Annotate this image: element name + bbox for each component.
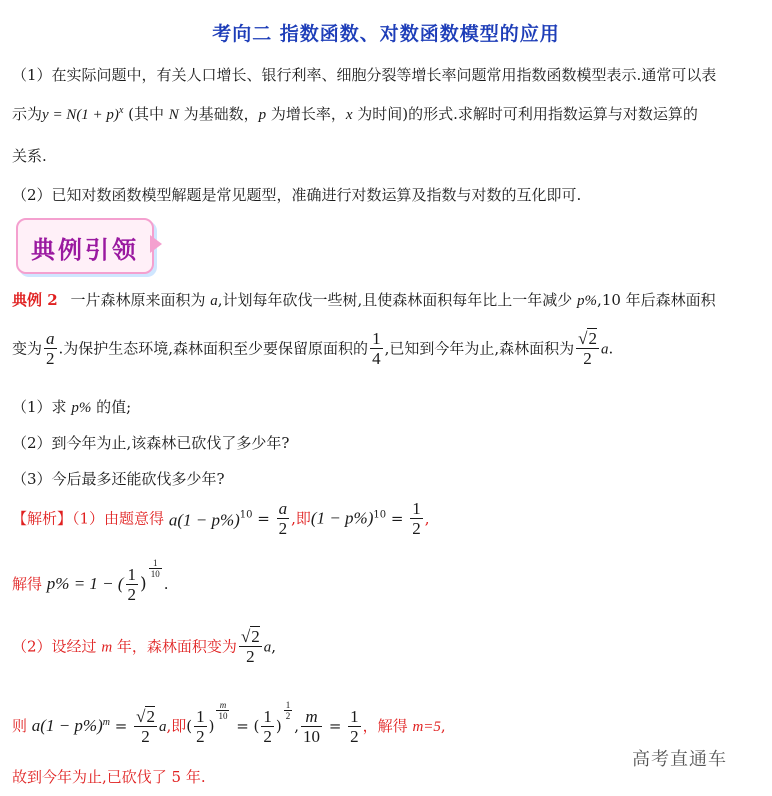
intro-p1-line3: 关系. (12, 147, 47, 165)
page-title: 考向二 指数函数、对数函数模型的应用 (212, 23, 560, 45)
solution-line5: 故到今年为止,已砍伐了 5 年. (12, 768, 206, 786)
intro-p1-line1: （1）在实际问题中，有关人口增长、银行利率、细胞分裂等增长率问题常用指数函数模型表示.通常可以表 (12, 66, 717, 84)
solution-tag: 【解析】 (12, 509, 73, 528)
intro-p1-line2: 示为$y = N(1 + p)^x$ (其中 N 为基础数，p 为增长率，x 为时间)的形式.求解时可利用指数运算与对数运算的 (12, 105, 698, 123)
question-2: （2）到今年为止,该森林已砍伐了多少年? (12, 434, 290, 452)
example-label: 典例 2 (12, 291, 58, 309)
solution-line3: （2）设经过 m 年，森林面积变为 $\frac{√2}{2}$ a, (12, 627, 277, 666)
question-1: （1）求 p% 的值; (12, 398, 132, 416)
banner-arrow-icon (150, 235, 162, 253)
solution-line4: 则 $a(1 - p\%)^m$ = $\frac{√2}{2}$ a,即( $\frac{1}{2}$ ) $\frac{m}{10}$ = ( $\frac{1}{2}$ ) $\frac{1}{2}$ , $\frac{m}{10}$ = $\frac{1}{2}$ ，解得 m=5, (12, 700, 446, 746)
watermark: 高考直通车 (632, 749, 727, 770)
intro-p2: （2）已知对数函数模型解题是常见题型，准确进行对数运算及指数与对数的互化即可. (12, 186, 582, 204)
question-3: （3）今后最多还能砍伐多少年? (12, 470, 225, 488)
banner-label: 典例引领 (31, 236, 139, 264)
solution-line1: 【解析】（1）由题意得 $a(1 - p\%)^{10}$ = $\frac{a}{2}$ ,即$(1 - p\%)^{10}$ = $\frac{1}{2}$ , (12, 499, 430, 538)
example-line2: 变为 $\frac{a}{2}$ .为保护生态环境,森林面积至少要保留原面积的 $\frac{1}{4}$ ,已知到今年为止,森林面积为 $\frac{√2}{2}$ a. (12, 329, 614, 368)
example-line1: 典例 2 一片森林原来面积为 a,计划每年砍伐一些树,且使森林面积每年比上一年减少 p%,10 年后森林面积 (12, 291, 716, 309)
solution-line2: 解得 p% = 1 − ( $\frac{1}{2}$ ) $\frac{1}{10}$ . (12, 558, 169, 604)
example-banner (16, 218, 154, 274)
